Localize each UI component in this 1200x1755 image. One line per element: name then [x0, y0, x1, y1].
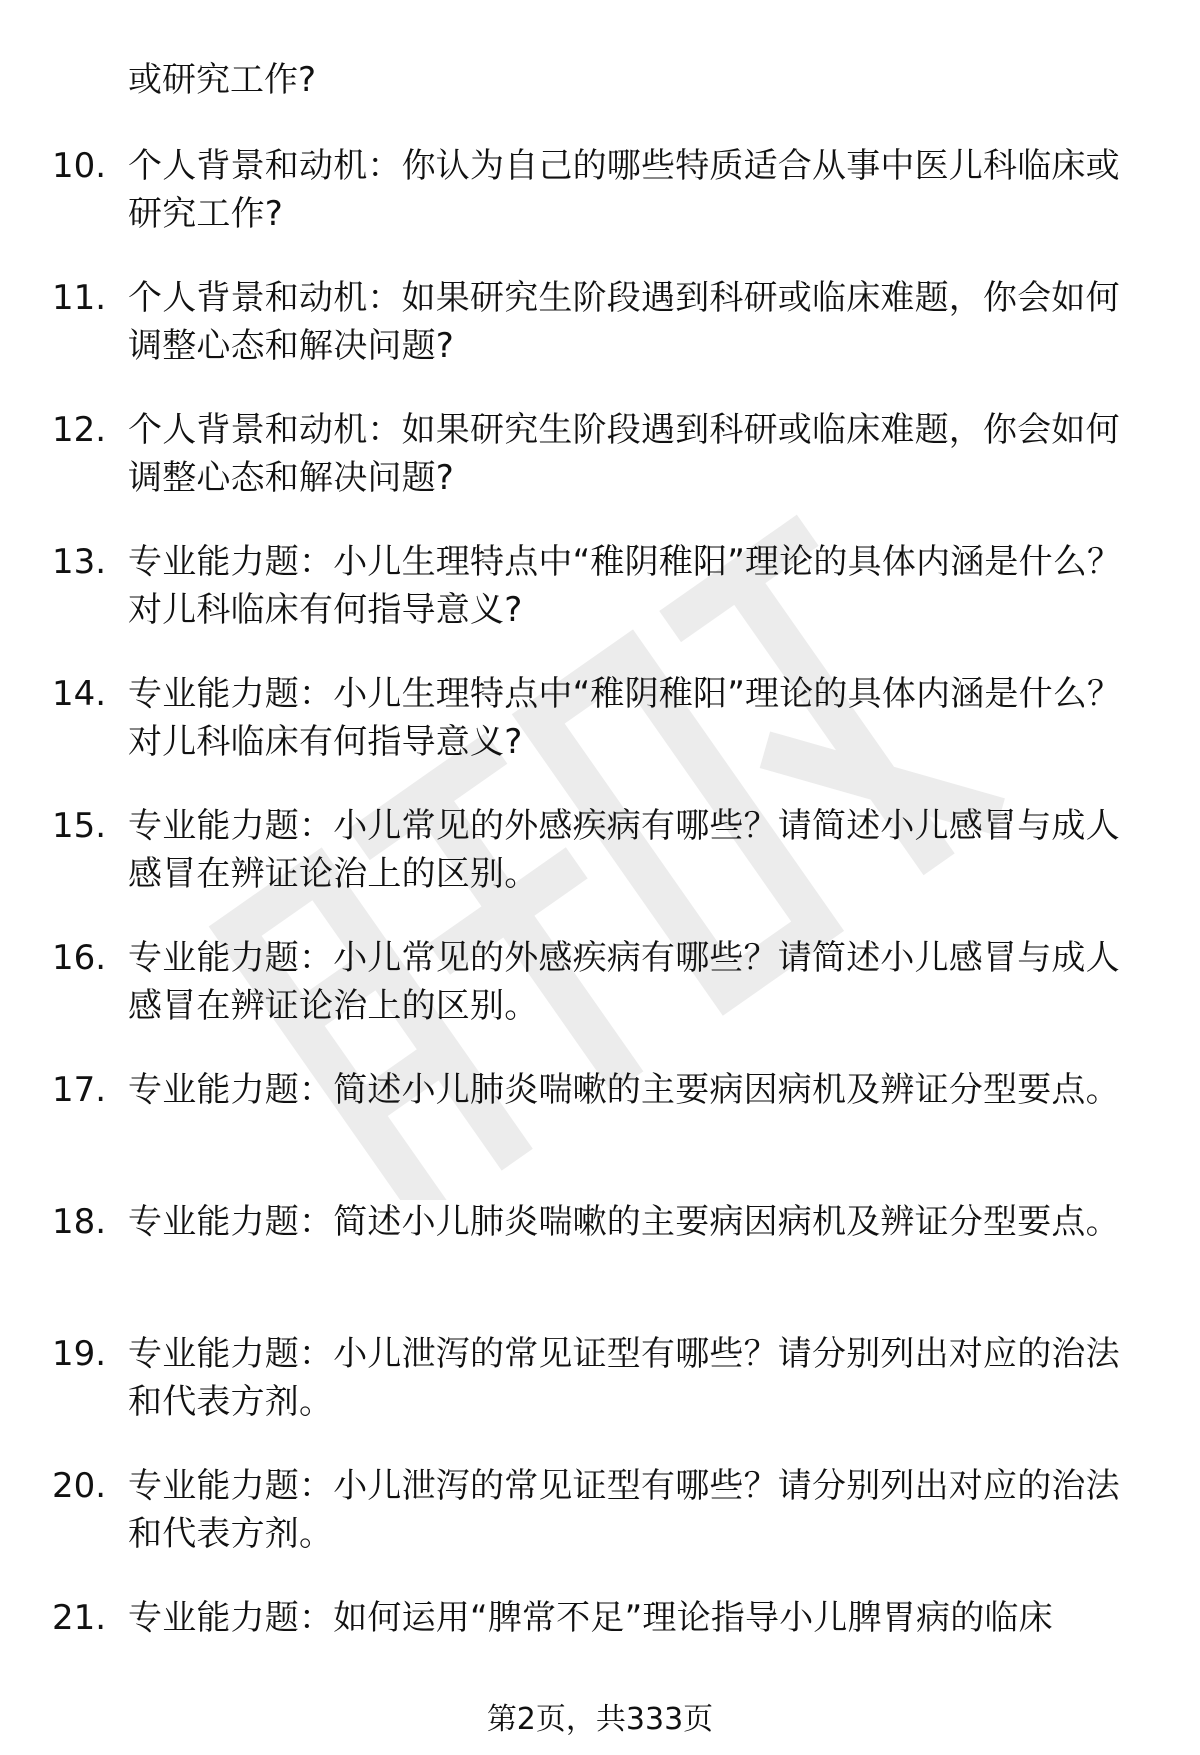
question-number: 13. — [52, 542, 107, 582]
question-number: 12. — [52, 410, 107, 450]
question-item — [0, 532, 1200, 664]
question-number: 16. — [52, 938, 107, 978]
question-list — [0, 136, 1200, 1720]
question-text: 专业能力题：小儿泄泻的常见证型有哪些？请分别列出对应的治法和代表方剂。 — [128, 1334, 1120, 1422]
question-item — [0, 928, 1200, 1060]
question-number: 14. — [52, 674, 107, 714]
question-number: 19. — [52, 1334, 107, 1374]
question-text: 专业能力题：简述小儿肺炎喘嗽的主要病因病机及辨证分型要点。 — [128, 1070, 1120, 1110]
question-item — [0, 1324, 1200, 1456]
question-text: 专业能力题：如何运用“脾常不足”理论指导小儿脾胃病的临床 — [128, 1598, 1053, 1638]
question-text: 个人背景和动机：如果研究生阶段遇到科研或临床难题，你会如何调整心态和解决问题? — [128, 410, 1120, 498]
question-text: 专业能力题：小儿常见的外感疾病有哪些？请简述小儿感冒与成人感冒在辨证论治上的区别。 — [128, 938, 1120, 1026]
question-item — [0, 664, 1200, 796]
question-number: 21. — [52, 1598, 107, 1638]
question-text: 个人背景和动机：你认为自己的哪些特质适合从事中医儿科临床或研究工作? — [128, 146, 1120, 234]
question-number: 11. — [52, 278, 107, 318]
question-text: 专业能力题：小儿生理特点中“稚阴稚阳”理论的具体内涵是什么？对儿科临床有何指导意义? — [128, 674, 1122, 762]
question-number: 20. — [52, 1466, 107, 1506]
question-item — [0, 1192, 1200, 1324]
question-item — [0, 268, 1200, 400]
question-text: 专业能力题：简述小儿肺炎喘嗽的主要病因病机及辨证分型要点。 — [128, 1202, 1120, 1242]
question-item — [0, 400, 1200, 532]
question-number: 17. — [52, 1070, 107, 1110]
question-item — [0, 796, 1200, 928]
question-text: 专业能力题：小儿泄泻的常见证型有哪些？请分别列出对应的治法和代表方剂。 — [128, 1466, 1120, 1554]
continuation-text: 或研究工作? — [128, 60, 317, 100]
question-item — [0, 1060, 1200, 1192]
question-item — [0, 136, 1200, 268]
question-text: 个人背景和动机：如果研究生阶段遇到科研或临床难题，你会如何调整心态和解决问题? — [128, 278, 1120, 366]
page-footer: 第2页，共333页 — [486, 1702, 714, 1737]
question-text: 专业能力题：小儿常见的外感疾病有哪些？请简述小儿感冒与成人感冒在辨证论治上的区别。 — [128, 806, 1120, 894]
question-number: 10. — [52, 146, 107, 186]
question-item — [0, 1456, 1200, 1588]
question-number: 15. — [52, 806, 107, 846]
question-text: 专业能力题：小儿生理特点中“稚阴稚阳”理论的具体内涵是什么？对儿科临床有何指导意义? — [128, 542, 1122, 630]
question-number: 18. — [52, 1202, 107, 1242]
